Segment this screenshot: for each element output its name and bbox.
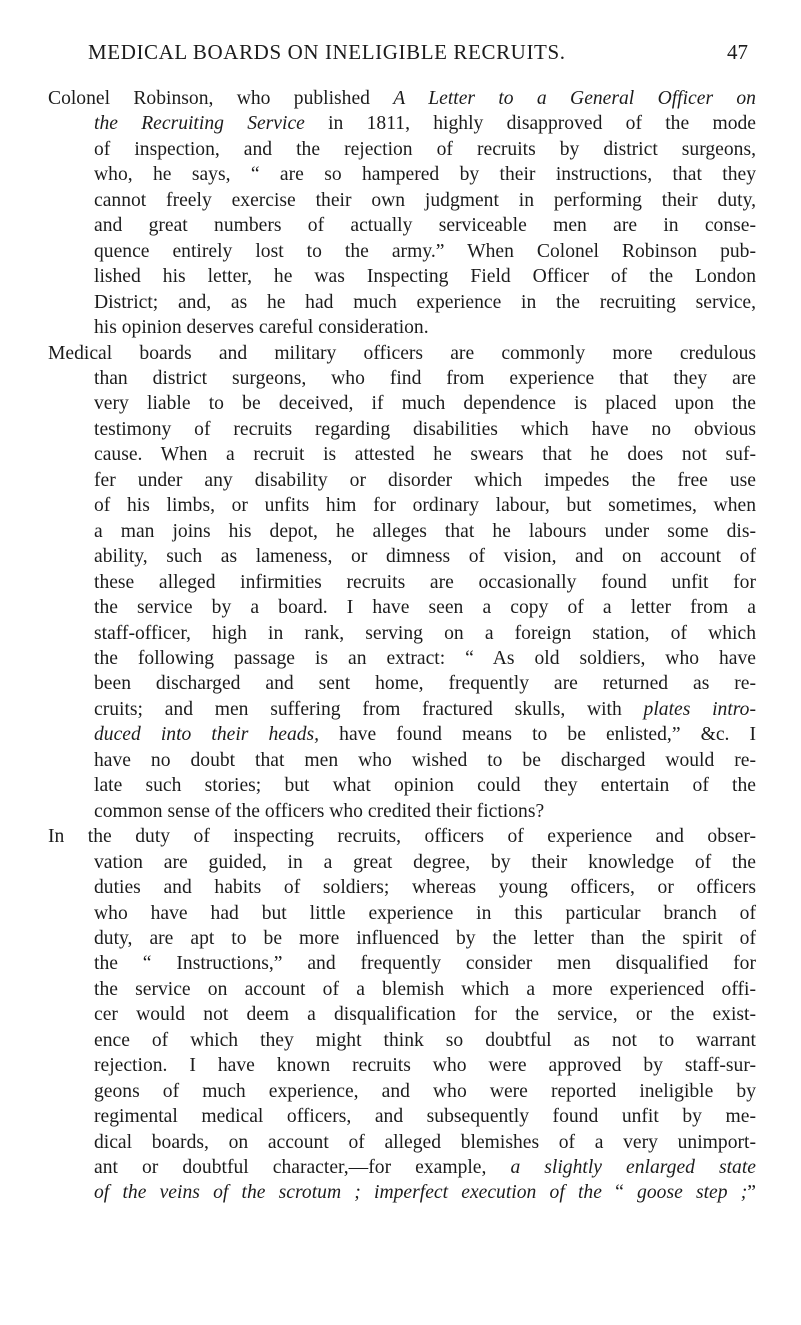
text-line (48, 824, 756, 849)
text-run: common sense of the officers who credited their fictions? (94, 800, 545, 822)
text-line (48, 1053, 756, 1078)
text-line (48, 1028, 756, 1053)
italic-text: the Recruiting Service (94, 113, 305, 135)
text-run: the service by a board. I have seen a copy of a letter from a (94, 597, 756, 619)
text-run: lished his letter, he was Inspecting Field Officer of the London (94, 266, 756, 288)
text-run: ant or doubtful character,—for example, (94, 1157, 511, 1179)
text-run: quence entirely lost to the army.” When Colonel Robinson pub- (94, 240, 756, 262)
text-line (48, 544, 756, 569)
text-line (48, 86, 756, 111)
text-run: vation are guided, in a great degree, by their knowledge of the (94, 851, 756, 873)
text-run: Medical boards and military officers are commonly more credulous (48, 342, 756, 364)
text-line (48, 290, 756, 315)
text-line (48, 213, 756, 238)
paragraph (48, 86, 756, 341)
text-run: dical boards, on account of alleged blemishes of a very unimport- (94, 1131, 756, 1153)
text-line (48, 570, 756, 595)
italic-text: plates intro- (643, 698, 756, 720)
text-line (48, 1130, 756, 1155)
text-run: District; and, as he had much experience in the recruiting service, (94, 291, 756, 313)
text-run: testimony of recruits regarding disabilities which have no obvious (94, 418, 756, 440)
text-run: Colonel Robinson, who published (48, 88, 394, 109)
italic-text: duced into their heads, (94, 724, 320, 746)
running-head (88, 40, 748, 68)
text-line (48, 671, 756, 696)
text-run: have no doubt that men who wished to be discharged would re- (94, 749, 756, 771)
text-run: ” (747, 1182, 756, 1204)
text-run: very liable to be deceived, if much dependence is placed upon the (94, 393, 756, 415)
text-line (48, 315, 756, 340)
text-run: duties and habits of soldiers; whereas young officers, or officers (94, 877, 756, 899)
text-run: regimental medical officers, and subsequently found unfit by me- (94, 1106, 756, 1128)
text-run: “ (601, 1182, 638, 1204)
text-line (48, 799, 756, 824)
text-run: his opinion deserves careful consideration. (94, 317, 429, 339)
text-run: ability, such as lameness, or dimness of vision, and on account of (94, 546, 756, 568)
text-line (48, 977, 756, 1002)
text-run: duty, are apt to be more influenced by the letter than the spirit of (94, 927, 756, 949)
text-run: have found means to be enlisted,” &c. I (319, 724, 757, 746)
text-run: the “ Instructions,” and frequently consider men disqualified for (94, 953, 756, 975)
text-run: cruits; and men suffering from fractured skulls, with (94, 698, 644, 720)
text-line (48, 1180, 756, 1205)
text-line (48, 595, 756, 620)
text-run: and great numbers of actually serviceable men are in conse- (94, 215, 756, 237)
text-run: a man joins his depot, he alleges that he labours under some dis- (94, 520, 756, 542)
text-line (48, 468, 756, 493)
text-run: the service on account of a blemish which a more experienced offi- (94, 978, 756, 1000)
text-line (48, 1155, 756, 1180)
text-run: than district surgeons, who find from experience that they are (94, 367, 756, 389)
page-number: 47 (727, 40, 748, 64)
text-line (48, 697, 756, 722)
text-run: fer under any disability or disorder which impedes the free use (94, 469, 756, 491)
italic-text: a slightly enlarged state (510, 1157, 756, 1179)
text-line (48, 722, 756, 747)
text-run: staff-officer, high in rank, serving on a foreign station, of which (94, 622, 756, 644)
text-line (48, 366, 756, 391)
text-line (48, 901, 756, 926)
text-line (48, 926, 756, 951)
text-run: geons of much experience, and who were reported ineligible by (94, 1080, 756, 1102)
text-run: cer would not deem a disqualification for the service, or the exist- (94, 1004, 756, 1026)
text-line (48, 850, 756, 875)
text-line (48, 621, 756, 646)
text-run: In the duty of inspecting recruits, officers of experience and obser- (48, 826, 756, 848)
text-run: cannot freely exercise their own judgment in performing their duty, (94, 189, 756, 211)
text-run: cause. When a recruit is attested he swears that he does not suf- (94, 444, 756, 466)
text-run: these alleged infirmities recruits are occasionally found unfit for (94, 571, 756, 593)
text-line (48, 773, 756, 798)
body-text (48, 86, 756, 1206)
paragraph (48, 341, 756, 825)
text-line (48, 264, 756, 289)
text-run: late such stories; but what opinion could they entertain of the (94, 775, 756, 797)
italic-text: of the veins of the scrotum ; imperfect execution of the (94, 1182, 602, 1204)
text-line (48, 137, 756, 162)
italic-text: A Letter to a General Officer on (393, 88, 756, 109)
text-line (48, 239, 756, 264)
text-run: rejection. I have known recruits who were approved by staff-sur- (94, 1055, 756, 1077)
text-line (48, 493, 756, 518)
text-line (48, 951, 756, 976)
text-line (48, 1079, 756, 1104)
text-line (48, 391, 756, 416)
running-head-title: MEDICAL BOARDS ON INELIGIBLE RECRUITS. (88, 40, 566, 64)
text-line (48, 875, 756, 900)
text-line (48, 417, 756, 442)
text-line (48, 111, 756, 136)
text-run: who, he says, “ are so hampered by their instructions, that they (94, 164, 756, 186)
text-run: the following passage is an extract: “ As old soldiers, who have (94, 647, 756, 669)
text-line (48, 748, 756, 773)
text-run: been discharged and sent home, frequently are returned as re- (94, 673, 756, 695)
text-run: in 1811, highly disapproved of the mode (304, 113, 756, 135)
text-run: of his limbs, or unfits him for ordinary labour, but sometimes, when (94, 495, 756, 517)
text-line (48, 188, 756, 213)
text-line (48, 442, 756, 467)
text-line (48, 519, 756, 544)
text-line (48, 1002, 756, 1027)
italic-text: goose step ; (637, 1182, 748, 1204)
text-run: of inspection, and the rejection of recruits by district surgeons, (94, 138, 756, 160)
paragraph (48, 824, 756, 1206)
text-run: who have had but little experience in this particular branch of (94, 902, 756, 924)
text-line (48, 1104, 756, 1129)
text-line (48, 341, 756, 366)
text-run: ence of which they might think so doubtful as not to warrant (94, 1029, 756, 1051)
text-line (48, 162, 756, 187)
text-line (48, 646, 756, 671)
